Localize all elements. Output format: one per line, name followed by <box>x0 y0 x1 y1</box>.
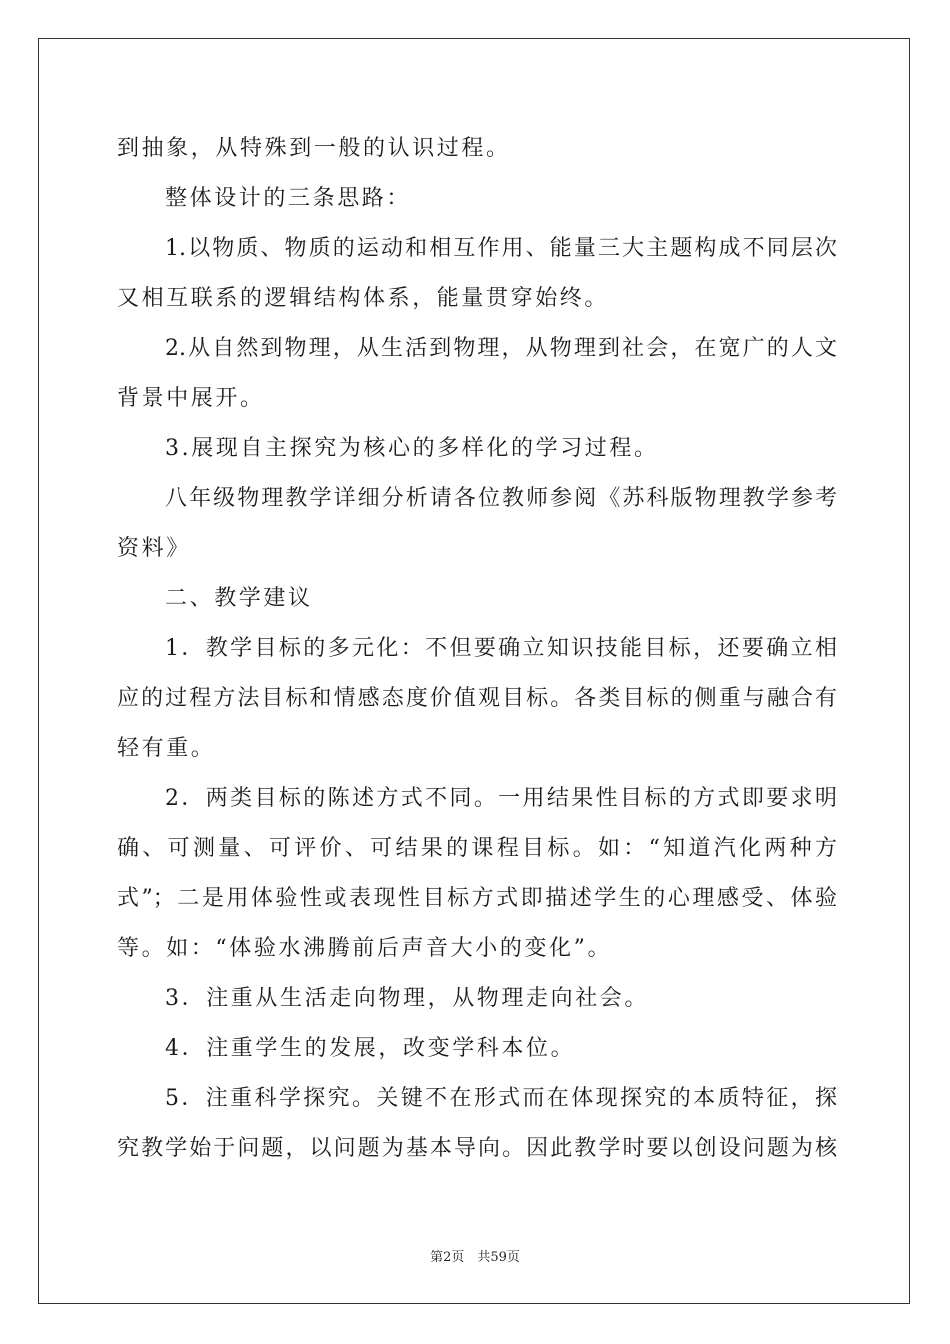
text-line: 等。如：“体验水沸腾前后声音大小的变化”。 <box>117 936 613 961</box>
text-line: 到抽象，从特殊到一般的认识过程。 <box>117 136 511 161</box>
page-footer: 第2页 共59页 <box>430 1250 520 1265</box>
text-line: 确、可测量、可评价、可结果的课程目标。如：“知道汽化两种方 <box>117 836 837 861</box>
text-line: 4．注重学生的发展，改变学科本位。 <box>165 1036 576 1061</box>
text-line: 3.展现自主探究为核心的多样化的学习过程。 <box>165 436 659 461</box>
text-line: 八年级物理教学详细分析请各位教师参阅《苏科版物理教学参考 <box>165 486 837 511</box>
text-line: 又相互联系的逻辑结构体系，能量贯穿始终。 <box>117 286 610 311</box>
text-line: 整体设计的三条思路： <box>165 186 412 211</box>
text-line: 1．教学目标的多元化：不但要确立知识技能目标，还要确立相 <box>165 636 837 661</box>
document-body <box>117 124 837 1174</box>
text-line: 2．两类目标的陈述方式不同。一用结果性目标的方式即要求明 <box>165 786 837 811</box>
text-line: 资料》 <box>117 536 191 561</box>
text-line: 轻有重。 <box>117 736 216 761</box>
text-line: 式”；二是用体验性或表现性目标方式即描述学生的心理感受、体验 <box>117 886 837 911</box>
text-line: 背景中展开。 <box>117 386 265 411</box>
text-line: 1.以物质、物质的运动和相互作用、能量三大主题构成不同层次 <box>165 236 837 261</box>
text-line: 2.从自然到物理，从生活到物理，从物理到社会，在宽广的人文 <box>165 336 837 361</box>
text-line: 究教学始于问题，以问题为基本导向。因此教学时要以创设问题为核 <box>117 1136 837 1161</box>
text-line: 3．注重从生活走向物理，从物理走向社会。 <box>165 986 649 1011</box>
text-line: 应的过程方法目标和情感态度价值观目标。各类目标的侧重与融合有 <box>117 686 837 711</box>
section-heading: 二、教学建议 <box>165 586 313 611</box>
text-line: 5．注重科学探究。关键不在形式而在体现探究的本质特征，探 <box>165 1086 837 1111</box>
